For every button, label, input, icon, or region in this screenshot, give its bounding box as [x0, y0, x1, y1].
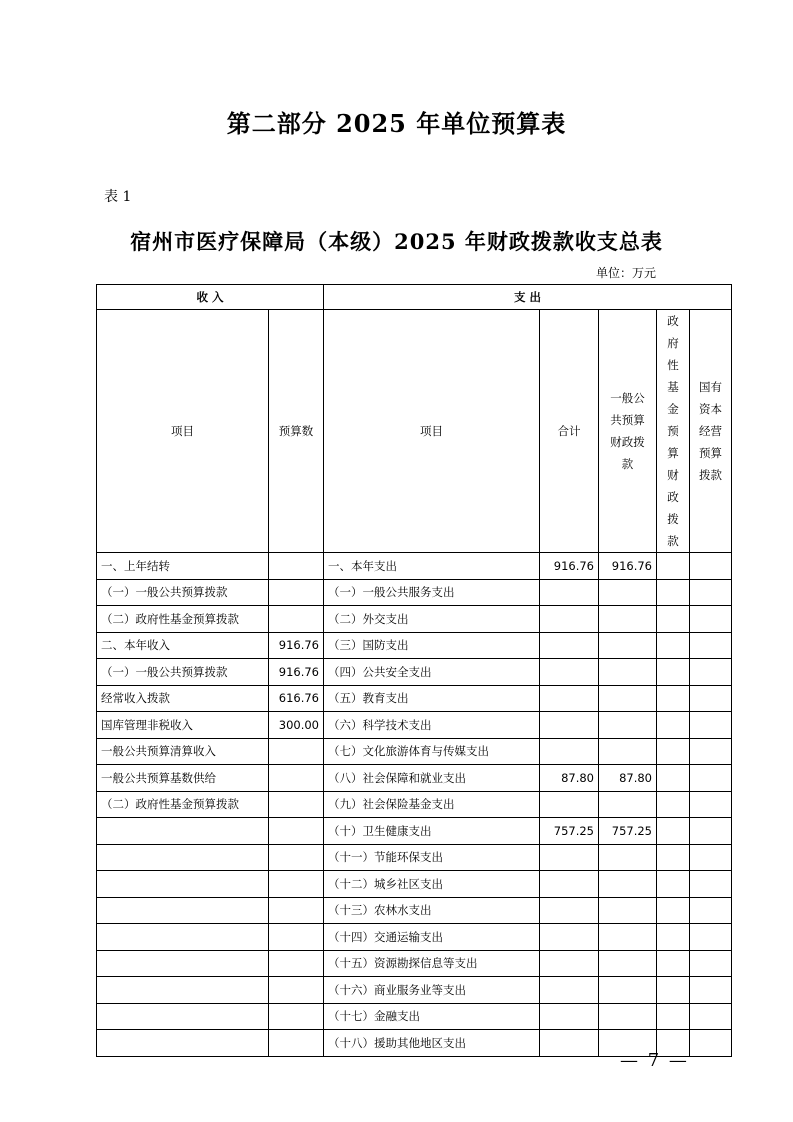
state-capital-header-text: 国有资本经营预算拨款: [699, 380, 722, 482]
fund-budget-cell: [657, 977, 690, 1004]
total-cell: 916.76: [540, 553, 599, 580]
general-budget-header-text: 一般公共预算财政拨款: [610, 391, 645, 471]
table-row: [97, 659, 732, 686]
total-header: 合计: [540, 310, 599, 553]
total-cell: [540, 606, 599, 633]
general-budget-cell: 916.76: [599, 553, 657, 580]
state-capital-cell: [690, 1003, 732, 1030]
income-item-cell: 一般公共预算清算收入: [97, 738, 269, 765]
income-item-cell: [97, 871, 269, 898]
fund-budget-cell: [657, 712, 690, 739]
expense-item-cell: （九）社会保险基金支出: [324, 791, 540, 818]
state-capital-cell: [690, 579, 732, 606]
fund-budget-cell: [657, 924, 690, 951]
income-budget-cell: [269, 765, 324, 792]
income-item-cell: 一般公共预算基数供给: [97, 765, 269, 792]
table-row: [97, 924, 732, 951]
income-item-cell: 二、本年收入: [97, 632, 269, 659]
general-budget-cell: 87.80: [599, 765, 657, 792]
state-capital-cell: [690, 897, 732, 924]
income-budget-cell: [269, 606, 324, 633]
part-title: 第二部分 2025 年单位预算表: [226, 109, 567, 138]
expense-item-cell: （一）一般公共服务支出: [324, 579, 540, 606]
table-row: [97, 553, 732, 580]
income-budget-cell: [269, 579, 324, 606]
fund-budget-cell: [657, 791, 690, 818]
table-row: [97, 977, 732, 1004]
state-capital-cell: [690, 738, 732, 765]
income-item-cell: 一、上年结转: [97, 553, 269, 580]
income-budget-cell: 300.00: [269, 712, 324, 739]
expense-item-cell: （五）教育支出: [324, 685, 540, 712]
table-row: [97, 632, 732, 659]
state-capital-cell: [690, 659, 732, 686]
general-budget-cell: [599, 632, 657, 659]
income-budget-cell: [269, 977, 324, 1004]
fund-budget-cell: [657, 871, 690, 898]
state-capital-cell: [690, 818, 732, 845]
income-item-cell: （二）政府性基金预算拨款: [97, 606, 269, 633]
general-budget-cell: [599, 659, 657, 686]
table-row: [97, 685, 732, 712]
income-item-cell: [97, 897, 269, 924]
expense-item-cell: （十一）节能环保支出: [324, 844, 540, 871]
income-item-cell: [97, 977, 269, 1004]
state-capital-header: [690, 310, 732, 553]
fund-budget-cell: [657, 685, 690, 712]
expense-item-cell: （七）文化旅游体育与传媒支出: [324, 738, 540, 765]
state-capital-cell: [690, 977, 732, 1004]
income-budget-header: 预算数: [269, 310, 324, 553]
general-budget-cell: [599, 712, 657, 739]
general-budget-cell: [599, 738, 657, 765]
income-budget-cell: [269, 950, 324, 977]
income-budget-cell: [269, 844, 324, 871]
income-budget-cell: 616.76: [269, 685, 324, 712]
income-item-cell: （二）政府性基金预算拨款: [97, 791, 269, 818]
state-capital-cell: [690, 765, 732, 792]
income-budget-cell: [269, 553, 324, 580]
fund-budget-cell: [657, 844, 690, 871]
total-cell: [540, 685, 599, 712]
state-capital-cell: [690, 844, 732, 871]
total-cell: [540, 844, 599, 871]
column-header-row: [97, 310, 732, 553]
income-budget-cell: [269, 791, 324, 818]
general-budget-cell: [599, 871, 657, 898]
total-cell: [540, 924, 599, 951]
state-capital-cell: [690, 632, 732, 659]
expense-item-cell: （十三）农林水支出: [324, 897, 540, 924]
state-capital-cell: [690, 685, 732, 712]
expense-item-cell: （十五）资源勘探信息等支出: [324, 950, 540, 977]
total-cell: [540, 977, 599, 1004]
income-section-header: 收 入: [97, 285, 324, 310]
table-row: [97, 712, 732, 739]
table-row: [97, 738, 732, 765]
general-budget-cell: [599, 977, 657, 1004]
general-budget-cell: [599, 844, 657, 871]
expense-item-cell: 一、本年支出: [324, 553, 540, 580]
table-row: [97, 897, 732, 924]
state-capital-cell: [690, 924, 732, 951]
expense-item-cell: （十八）援助其他地区支出: [324, 1030, 540, 1057]
income-budget-cell: [269, 871, 324, 898]
expense-item-cell: （十七）金融支出: [324, 1003, 540, 1030]
fund-budget-cell: [657, 579, 690, 606]
state-capital-cell: [690, 553, 732, 580]
general-budget-cell: 757.25: [599, 818, 657, 845]
budget-table: [96, 284, 732, 1057]
expense-item-cell: （十四）交通运输支出: [324, 924, 540, 951]
fund-budget-cell: [657, 897, 690, 924]
table-row: [97, 606, 732, 633]
income-item-cell: [97, 1003, 269, 1030]
fund-budget-cell: [657, 738, 690, 765]
fund-budget-cell: [657, 659, 690, 686]
general-budget-cell: [599, 606, 657, 633]
table-row: [97, 1003, 732, 1030]
expense-item-header: 项目: [324, 310, 540, 553]
total-cell: [540, 1030, 599, 1057]
expense-item-cell: （十六）商业服务业等支出: [324, 977, 540, 1004]
total-cell: 87.80: [540, 765, 599, 792]
income-item-header: 项目: [97, 310, 269, 553]
table-row: [97, 579, 732, 606]
expense-item-cell: （二）外交支出: [324, 606, 540, 633]
table-row: [97, 818, 732, 845]
expense-item-cell: （八）社会保障和就业支出: [324, 765, 540, 792]
income-item-cell: （一）一般公共预算拨款: [97, 579, 269, 606]
income-item-cell: [97, 924, 269, 951]
general-budget-header: [599, 310, 657, 553]
total-cell: [540, 712, 599, 739]
table-row: [97, 765, 732, 792]
total-cell: [540, 871, 599, 898]
expense-item-cell: （十）卫生健康支出: [324, 818, 540, 845]
section-header-row: [97, 285, 732, 310]
income-budget-cell: [269, 738, 324, 765]
expense-item-cell: （三）国防支出: [324, 632, 540, 659]
page-number: — 7 —: [620, 1050, 689, 1071]
table-row: [97, 871, 732, 898]
expense-item-cell: （十二）城乡社区支出: [324, 871, 540, 898]
fund-budget-cell: [657, 950, 690, 977]
income-item-cell: [97, 844, 269, 871]
expense-section-header: 支 出: [324, 285, 732, 310]
general-budget-cell: [599, 1003, 657, 1030]
table-number: 表 1: [104, 189, 132, 205]
general-budget-cell: [599, 685, 657, 712]
income-budget-cell: [269, 818, 324, 845]
total-cell: [540, 1003, 599, 1030]
table-title: 宿州市医疗保障局（本级）2025 年财政拨款收支总表: [130, 229, 663, 254]
income-budget-cell: [269, 897, 324, 924]
income-item-cell: [97, 1030, 269, 1057]
income-budget-cell: [269, 1003, 324, 1030]
table-row: [97, 844, 732, 871]
state-capital-cell: [690, 712, 732, 739]
total-cell: 757.25: [540, 818, 599, 845]
fund-budget-cell: [657, 818, 690, 845]
state-capital-cell: [690, 950, 732, 977]
fund-budget-cell: [657, 765, 690, 792]
expense-item-cell: （六）科学技术支出: [324, 712, 540, 739]
total-cell: [540, 738, 599, 765]
fund-budget-cell: [657, 553, 690, 580]
fund-budget-header-text: 政府性基金预算财政拨款: [667, 314, 679, 548]
income-item-cell: 经常收入拨款: [97, 685, 269, 712]
fund-budget-cell: [657, 606, 690, 633]
fund-budget-cell: [657, 632, 690, 659]
income-item-cell: （一）一般公共预算拨款: [97, 659, 269, 686]
general-budget-cell: [599, 897, 657, 924]
income-budget-cell: [269, 1030, 324, 1057]
general-budget-cell: [599, 791, 657, 818]
total-cell: [540, 791, 599, 818]
income-budget-cell: 916.76: [269, 659, 324, 686]
total-cell: [540, 579, 599, 606]
state-capital-cell: [690, 606, 732, 633]
total-cell: [540, 950, 599, 977]
state-capital-cell: [690, 791, 732, 818]
expense-item-cell: （四）公共安全支出: [324, 659, 540, 686]
table-row: [97, 950, 732, 977]
total-cell: [540, 659, 599, 686]
income-budget-cell: 916.76: [269, 632, 324, 659]
fund-budget-header: [657, 310, 690, 553]
income-item-cell: 国库管理非税收入: [97, 712, 269, 739]
state-capital-cell: [690, 871, 732, 898]
table-row: [97, 791, 732, 818]
income-budget-cell: [269, 924, 324, 951]
general-budget-cell: [599, 950, 657, 977]
total-cell: [540, 897, 599, 924]
fund-budget-cell: [657, 1003, 690, 1030]
income-item-cell: [97, 950, 269, 977]
unit-label: 单位：万元: [596, 266, 657, 280]
general-budget-cell: [599, 579, 657, 606]
general-budget-cell: [599, 924, 657, 951]
income-item-cell: [97, 818, 269, 845]
total-cell: [540, 632, 599, 659]
state-capital-cell: [690, 1030, 732, 1057]
